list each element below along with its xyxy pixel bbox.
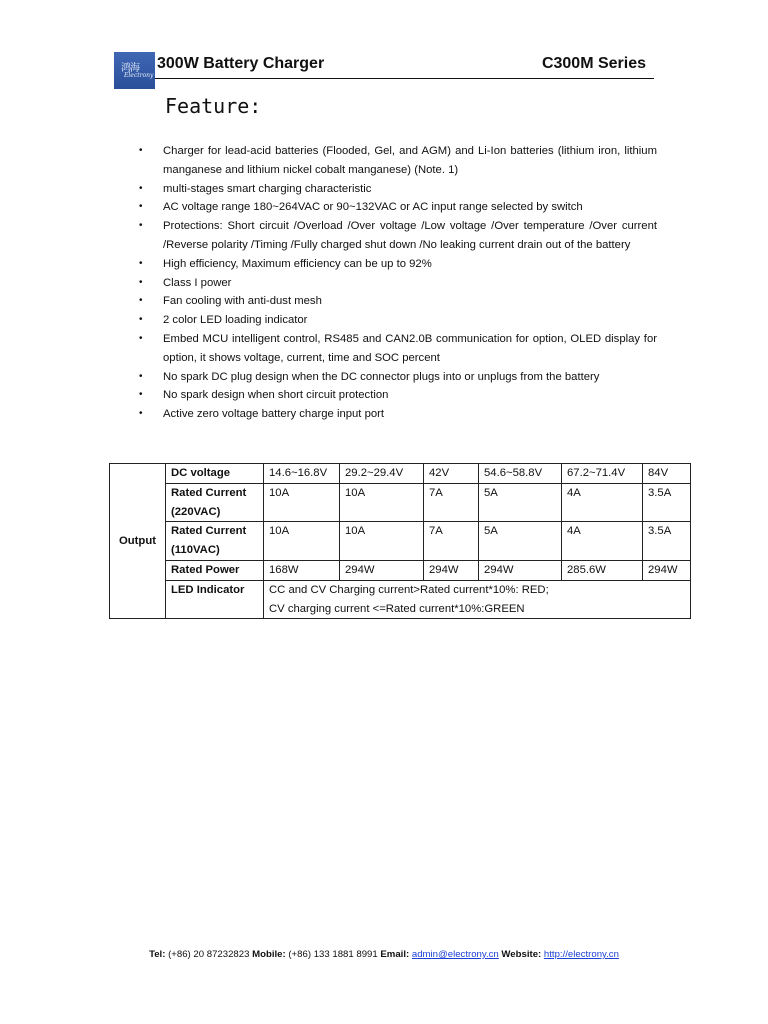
table-cell: 294W <box>643 560 691 580</box>
led-line-red: CC and CV Charging current>Rated current*10%: RED; <box>269 583 549 596</box>
table-row <box>110 522 691 561</box>
table-cell: 10A <box>264 522 340 561</box>
feature-text: No spark design when short circuit protection <box>163 389 389 402</box>
product-series: C300M Series <box>541 55 646 72</box>
company-logo <box>114 52 155 89</box>
feature-item <box>137 142 657 180</box>
bullet-icon: • <box>139 295 143 307</box>
feature-item <box>137 274 657 293</box>
row-label-led-indicator: LED Indicator <box>166 580 264 619</box>
table-row <box>110 560 691 580</box>
logo-subtext: Electrony <box>124 72 154 79</box>
feature-text: 2 color LED loading indicator <box>163 314 308 327</box>
feature-text: Protections: Short circuit /Overload /Over voltage /Low voltage /Over temperature /Over current /Reverse polarity /Timing /Fully charged shut down /No leaking current drain out of the battery <box>163 220 657 251</box>
table-cell: 4A <box>562 483 643 522</box>
feature-item <box>137 198 657 217</box>
feature-text: Embed MCU intelligent control, RS485 and CAN2.0B communication for option, OLED display for option, it shows voltage, current, time and SOC percent <box>163 332 657 364</box>
table-row <box>110 483 691 522</box>
feature-text: Fan cooling with anti-dust mesh <box>163 295 322 308</box>
feature-item <box>137 292 657 311</box>
table-cell: 168W <box>264 560 340 580</box>
table-cell: 14.6~16.8V <box>264 464 340 484</box>
website-link[interactable]: http://electrony.cn <box>543 949 619 960</box>
table-cell: 84V <box>643 464 691 484</box>
feature-text: No spark DC plug design when the DC connector plugs into or unplugs from the battery <box>163 370 600 383</box>
table-cell: 54.6~58.8V <box>479 464 562 484</box>
table-cell: 4A <box>562 522 643 561</box>
table-cell: 7A <box>424 522 479 561</box>
bullet-icon: • <box>139 220 143 232</box>
feature-text: High efficiency, Maximum efficiency can be up to 92% <box>163 257 432 270</box>
tel-value: (+86) 20 87232823 <box>168 949 250 960</box>
feature-item <box>137 368 657 387</box>
feature-item <box>137 405 657 424</box>
bullet-icon: • <box>139 145 143 156</box>
feature-item <box>137 311 657 330</box>
feature-list <box>137 142 657 424</box>
bullet-icon: • <box>139 370 143 382</box>
logo-mark: 鸿海 <box>121 63 139 74</box>
table-cell: 285.6W <box>562 560 643 580</box>
table-cell: 67.2~71.4V <box>562 464 643 484</box>
website-label: Website: <box>501 949 542 960</box>
table-cell: 10A <box>340 522 424 561</box>
row-label-rated-power: Rated Power <box>166 560 264 580</box>
bullet-icon: • <box>139 276 143 288</box>
table-row <box>110 464 691 484</box>
feature-item <box>137 330 657 368</box>
table-cell: 7A <box>424 483 479 522</box>
table-cell: 294W <box>340 560 424 580</box>
led-line-green: CV charging current <=Rated current*10%:GREEN <box>269 602 525 615</box>
email-link[interactable]: admin@electrony.cn <box>411 949 499 960</box>
output-group-label: Output <box>110 464 166 619</box>
tel-label: Tel: <box>149 949 166 960</box>
feature-item <box>137 217 657 255</box>
bullet-icon: • <box>139 408 143 420</box>
output-spec-table <box>109 463 691 619</box>
feature-text: Active zero voltage battery charge input port <box>163 408 385 421</box>
table-cell: 10A <box>340 483 424 522</box>
bullet-icon: • <box>139 314 143 326</box>
led-indicator-description <box>264 580 691 619</box>
table-row <box>110 580 691 619</box>
table-cell: 294W <box>424 560 479 580</box>
feature-text: multi-stages smart charging characteristic <box>163 182 372 195</box>
email-label: Email: <box>380 949 410 960</box>
mobile-label: Mobile: <box>252 949 286 960</box>
table-cell: 5A <box>479 522 562 561</box>
header-rule <box>155 78 654 79</box>
row-label-rated-current-220: Rated Current (220VAC) <box>166 483 264 522</box>
table-cell: 5A <box>479 483 562 522</box>
bullet-icon: • <box>139 389 143 401</box>
feature-item <box>137 255 657 274</box>
feature-item <box>137 386 657 405</box>
row-label-dc-voltage: DC voltage <box>166 464 264 484</box>
page-header <box>114 50 654 90</box>
feature-text: Class I power <box>163 276 232 289</box>
document-title: 300W Battery Charger <box>157 55 325 72</box>
feature-item <box>137 180 657 199</box>
bullet-icon: • <box>139 257 143 269</box>
table-cell: 3.5A <box>643 483 691 522</box>
feature-text: Charger for lead-acid batteries (Flooded, Gel, and AGM) and Li-Ion batteries (lithium iron, lithium manganese and lithium nickel cobalt manganese) (Note. 1) <box>163 145 657 176</box>
feature-heading: Feature: <box>165 94 262 118</box>
bullet-icon: • <box>139 201 143 213</box>
mobile-value: (+86) 133 1881 8991 <box>288 949 378 960</box>
bullet-icon: • <box>139 332 143 344</box>
table-cell: 294W <box>479 560 562 580</box>
page-footer <box>0 949 768 960</box>
row-label-rated-current-110: Rated Current (110VAC) <box>166 522 264 561</box>
table-cell: 10A <box>264 483 340 522</box>
table-cell: 29.2~29.4V <box>340 464 424 484</box>
table-cell: 42V <box>424 464 479 484</box>
feature-text: AC voltage range 180~264VAC or 90~132VAC or AC input range selected by switch <box>163 201 583 214</box>
table-cell: 3.5A <box>643 522 691 561</box>
bullet-icon: • <box>139 182 143 194</box>
